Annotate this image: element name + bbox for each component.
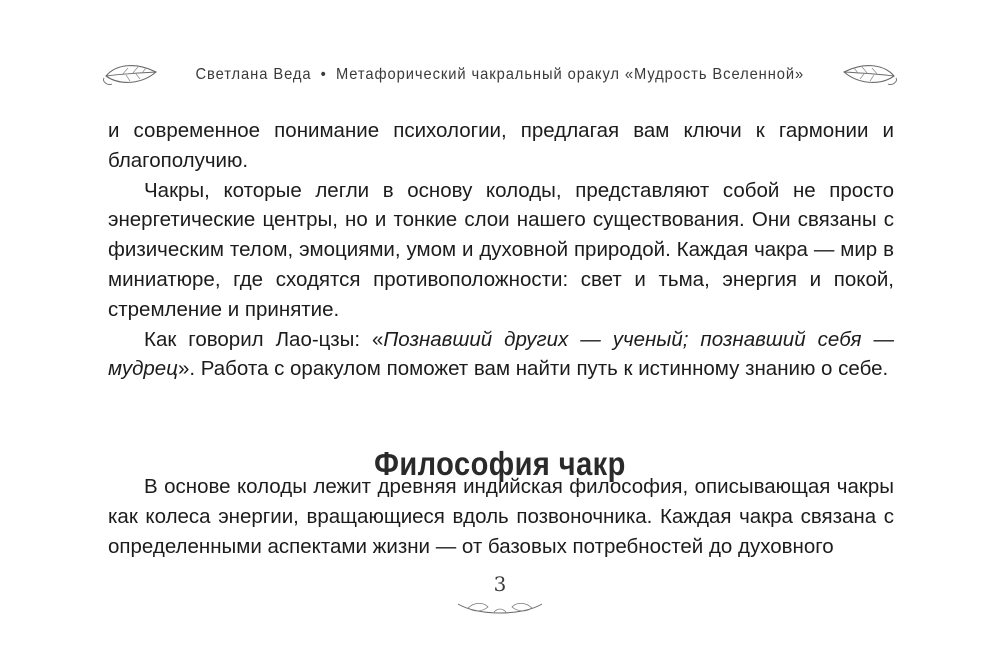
- header-book-title: Метафорический чакральный оракул «Мудрость Вселенной»: [336, 66, 805, 83]
- leaf-sprig-icon: [454, 598, 546, 620]
- leaf-icon: [102, 58, 162, 92]
- quote-lead-in: Как говорил Лао-цзы: «: [144, 327, 384, 351]
- body-text-top: [108, 116, 894, 384]
- quote-follow: ». Работа с оракулом поможет вам найти путь к истинному знанию о себе.: [177, 357, 889, 381]
- quote-text: Познавший других — ученый; познавший себя — мудрец: [108, 327, 894, 381]
- paragraph: В основе колоды лежит древняя индийская философия, описывающая чакры как колеса энергии, вращающиеся вдоль позвоночника. Каждая чакра связана с определенными аспектами жизни — от базовых потребностей до духовного: [108, 475, 894, 558]
- body-text-bottom: [108, 472, 894, 561]
- paragraph: и современное понимание психологии, предлагая вам ключи к гармонии и благополучию.: [108, 119, 894, 172]
- header-separator: •: [320, 66, 327, 83]
- section-heading: Философия чакр: [374, 445, 626, 483]
- paragraph-quote: [108, 325, 894, 385]
- running-header: [100, 56, 900, 94]
- running-header-text: [196, 66, 805, 84]
- leaf-icon: [838, 58, 898, 92]
- header-author: Светлана Веда: [195, 66, 312, 83]
- page-number: 3: [493, 572, 507, 596]
- paragraph: Чакры, которые легли в основу колоды, представляют собой не просто энергетические центры, но и тонкие слои нашего существования. Они связаны с физическим телом, эмоциями, умом и духовной природой. Каждая чакра — мир в миниатюре, где сходятся противоположности: свет и тьма, энергия и покой, стремление и принятие.: [108, 178, 894, 321]
